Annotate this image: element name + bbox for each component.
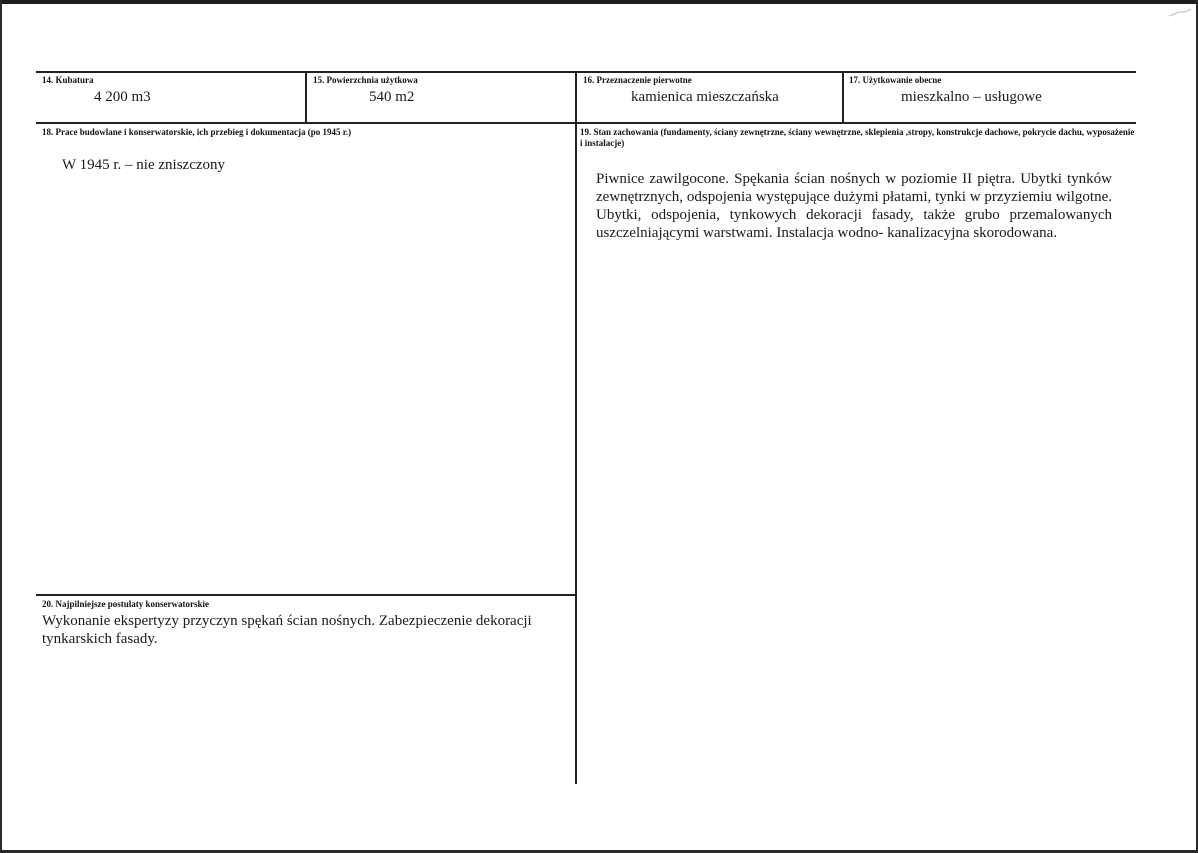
prace-label: 18. Prace budowlane i konserwatorskie, ich przebieg i dokumentacja (po 1945 r.) bbox=[42, 127, 352, 137]
stan-text: Piwnice zawilgocone. Spękania ścian nośnych w poziomie II piętra. Ubytki tynków zewnętrznych, odspojenia występujące dużymi płatami, tynki w przyziemiu wilgotne. Ubytki, odspojenia, tynkowych dekoracji fasady, także grubo przemalowanych uszczelniającymi warstwami. Instalacja wodno- kanalizacyjna skorodowana. bbox=[596, 171, 1112, 241]
powierzchnia-label: 15. Powierzchnia użytkowa bbox=[313, 75, 418, 85]
kubatura-label: 14. Kubatura bbox=[42, 75, 94, 85]
przeznaczenie-label: 16. Przeznaczenie pierwotne bbox=[583, 75, 692, 85]
stan-label: 19. Stan zachowania (fundamenty, ściany zewnętrzne, ściany wewnętrzne, sklepienia ,stropy, konstrukcje dachowe, pokrycie dachu, wyposażenie i instalacje) bbox=[580, 127, 1135, 148]
uzytkowanie-value: mieszkalno – usługowe bbox=[901, 89, 1042, 105]
przeznaczenie-value: kamienica mieszczańska bbox=[631, 89, 779, 105]
pen-mark-icon bbox=[1168, 8, 1192, 18]
scan-edge-top bbox=[0, 0, 1198, 4]
prace-text: W 1945 r. – nie zniszczony bbox=[62, 157, 226, 173]
scan-edge-left bbox=[0, 0, 2, 853]
kubatura-value: 4 200 m3 bbox=[94, 89, 151, 105]
postulaty-label: 20. Najpilniejsze postulaty konserwatorskie bbox=[42, 599, 209, 609]
postulaty-text: Wykonanie ekspertyzy przyczyn spękań ścian nośnych. Zabezpieczenie dekoracji tynkarskich fasady. bbox=[42, 613, 532, 647]
powierzchnia-value: 540 m2 bbox=[369, 89, 415, 105]
rule-top bbox=[36, 71, 1136, 73]
rule-divider-14-15 bbox=[305, 71, 307, 124]
uzytkowanie-label: 17. Użytkowanie obecne bbox=[849, 75, 942, 85]
rule-divider-main bbox=[575, 71, 577, 784]
rule-postulaty bbox=[36, 594, 576, 596]
rule-divider-16-17 bbox=[842, 71, 844, 124]
rule-row-2 bbox=[36, 122, 1136, 124]
